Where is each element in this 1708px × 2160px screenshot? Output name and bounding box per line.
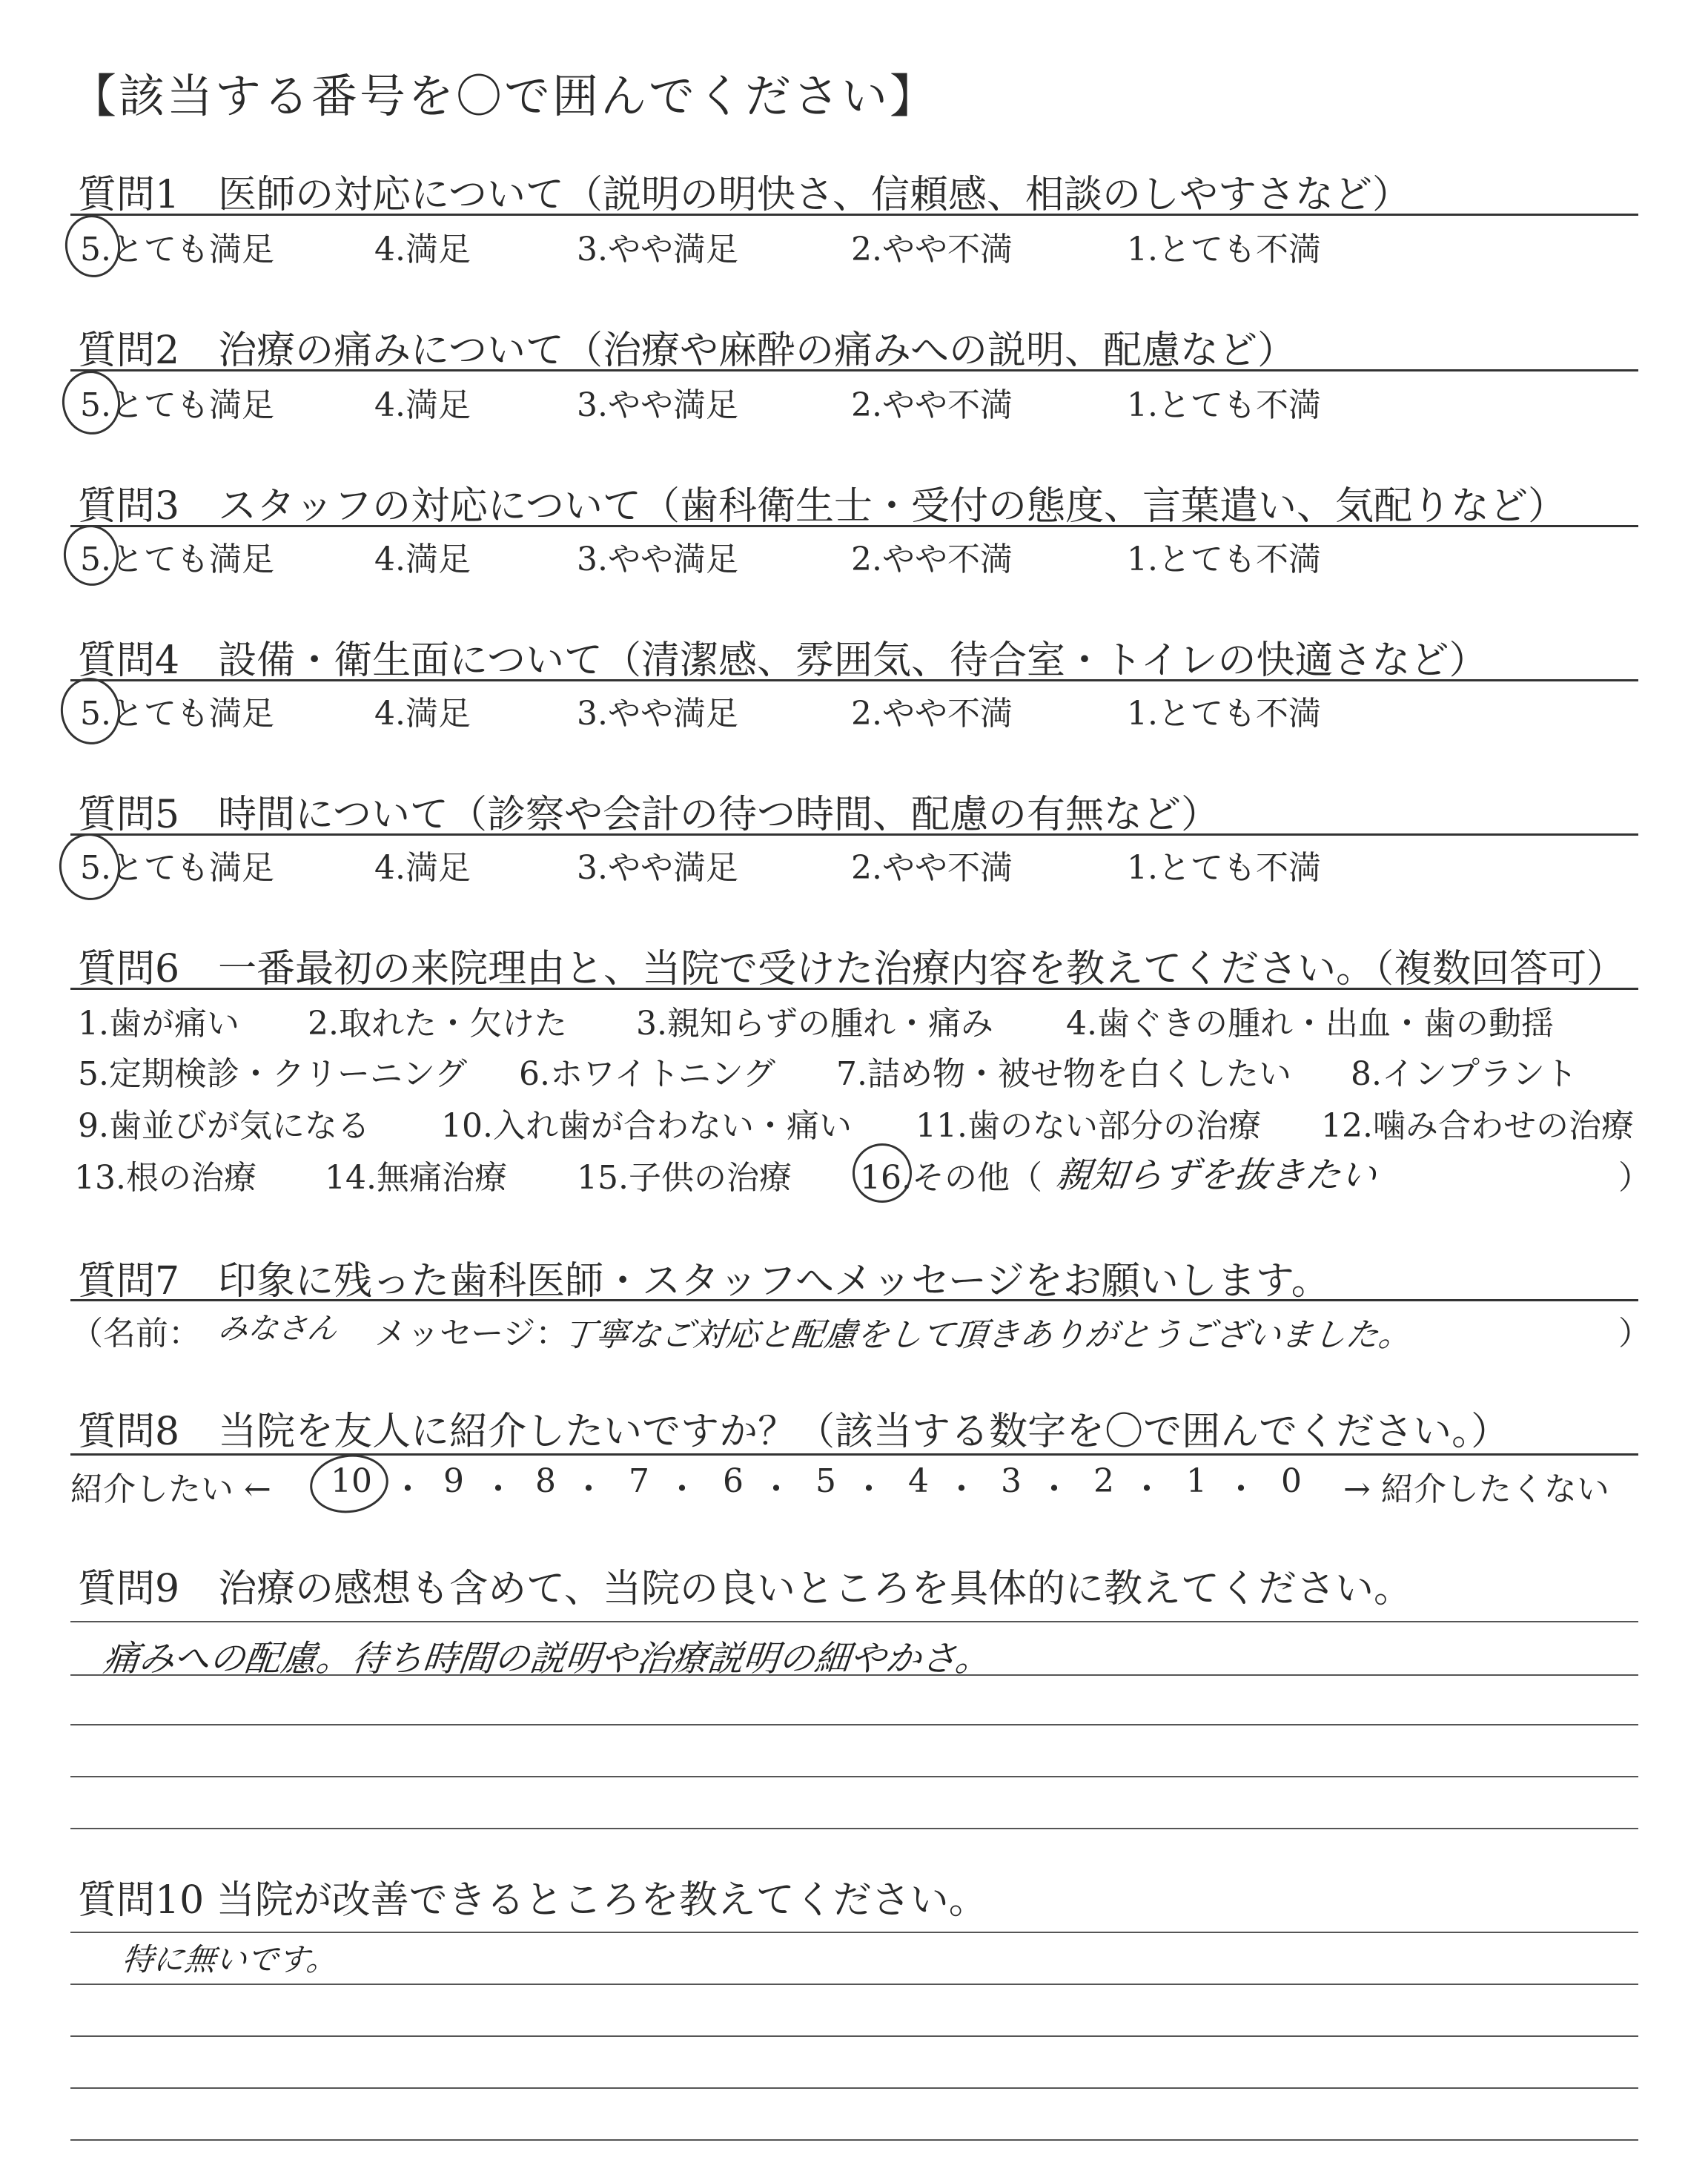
rating-option-5[interactable]: 5.とても満足 (80, 541, 274, 578)
rating-option-3[interactable]: 3.やや満足 (577, 231, 738, 268)
question-rule (70, 1453, 1638, 1456)
rating-option-4[interactable]: 4.満足 (374, 849, 471, 887)
selection-circle (56, 674, 125, 748)
scale-value-4[interactable]: 4 (908, 1462, 929, 1500)
scale-separator: ・ (945, 1470, 978, 1508)
name-handwriting: みなさん (216, 1312, 340, 1346)
scale-value-9[interactable]: 9 (443, 1462, 464, 1500)
scale-separator: ・ (1225, 1470, 1257, 1508)
scale-value-0[interactable]: 0 (1281, 1462, 1302, 1500)
answer-line (70, 1828, 1638, 1829)
question-title: 質問8 当院を友人に紹介したいですか？（該当する数字を〇で囲んでください。） (78, 1410, 1510, 1454)
scale-separator: ・ (853, 1470, 885, 1508)
reason-option-14[interactable]: 14.無痛治療 (325, 1159, 507, 1197)
rating-option-5[interactable]: 5.とても満足 (80, 695, 274, 733)
answer-line (70, 1621, 1638, 1622)
rating-option-4[interactable]: 4.満足 (374, 231, 471, 268)
rating-option-1[interactable]: 1.とても不満 (1127, 849, 1321, 887)
reason-option-5[interactable]: 5.定期検診・クリーニング (78, 1055, 468, 1093)
question-title: 質問5 時間について（診察や会計の待つ時間、配慮の有無など） (78, 793, 1220, 837)
reason-option-7[interactable]: 7.詰め物・被せ物を白くしたい (836, 1055, 1291, 1093)
closing-paren: ） (1618, 1159, 1651, 1197)
answer-line (70, 1932, 1638, 1933)
scale-separator: ・ (666, 1470, 698, 1508)
scale-separator: ・ (482, 1470, 514, 1508)
question-title: 質問9 治療の感想も含めて、当院の良いところを具体的に教えてください。 (78, 1567, 1413, 1611)
question-title: 質問6 一番最初の来院理由と、当院で受けた治療内容を教えてください。（複数回答可） (78, 947, 1626, 991)
scale-value-8[interactable]: 8 (535, 1462, 556, 1500)
rating-option-4[interactable]: 4.満足 (374, 386, 471, 424)
reason-option-8[interactable]: 8.インプラント (1351, 1055, 1578, 1093)
scale-value-1[interactable]: 1 (1186, 1462, 1207, 1500)
rating-option-1[interactable]: 1.とても不満 (1127, 695, 1321, 733)
rating-option-3[interactable]: 3.やや満足 (577, 386, 738, 424)
reason-option-2[interactable]: 2.取れた・欠けた (308, 1005, 567, 1043)
improvement-handwriting: 特に無いです。 (120, 1941, 340, 1978)
scale-value-7[interactable]: 7 (629, 1462, 649, 1500)
rating-option-5[interactable]: 5.とても満足 (80, 231, 274, 268)
question-title: 質問4 設備・衛生面について（清潔感、雰囲気、待合室・トイレの快適さなど） (78, 638, 1488, 683)
answer-line (70, 2087, 1638, 2089)
reason-option-12[interactable]: 12.噛み合わせの治療 (1321, 1107, 1634, 1145)
answer-line (70, 1674, 1638, 1676)
rating-option-2[interactable]: 2.やや不満 (851, 849, 1013, 887)
scale-value-5[interactable]: 5 (815, 1462, 836, 1500)
scale-separator: ・ (1131, 1470, 1163, 1508)
question-title: 質問1 医師の対応について（説明の明快さ、信頼感、相談のしやすさなど） (78, 173, 1411, 217)
reason-option-11[interactable]: 11.歯のない部分の治療 (916, 1107, 1261, 1145)
scale-value-6[interactable]: 6 (723, 1462, 744, 1500)
answer-line (70, 2035, 1638, 2037)
question-rule (70, 525, 1638, 527)
good-points-handwriting: 痛みへの配慮。待ち時間の説明や治療説明の細やかさ。 (101, 1638, 993, 1680)
scale-separator: ・ (391, 1470, 424, 1508)
scale-separator: ・ (572, 1470, 605, 1508)
scale-separator: ・ (1038, 1470, 1070, 1508)
question-rule (70, 833, 1638, 836)
reason-option-15[interactable]: 15.子供の治療 (577, 1159, 792, 1197)
answer-line (70, 1984, 1638, 1985)
question-rule (70, 214, 1638, 216)
rating-option-2[interactable]: 2.やや不満 (851, 541, 1013, 578)
answer-line (70, 1776, 1638, 1777)
scale-separator: ・ (760, 1470, 792, 1508)
answer-line (70, 2139, 1638, 2141)
message-label: メッセージ： (374, 1315, 569, 1353)
scale-value-10[interactable]: 10 (331, 1462, 372, 1500)
question-title: 質問2 治療の痛みについて（治療や麻酔の痛みへの説明、配慮など） (78, 328, 1297, 373)
other-reason-handwriting: 親知らずを抜きたい (1053, 1155, 1379, 1196)
rating-option-1[interactable]: 1.とても不満 (1127, 386, 1321, 424)
question-rule (70, 679, 1638, 681)
rating-option-2[interactable]: 2.やや不満 (851, 386, 1013, 424)
reason-option-10[interactable]: 10.入れ歯が合わない・痛い (441, 1107, 852, 1145)
reason-option-1[interactable]: 1.歯が痛い (78, 1005, 239, 1043)
reason-option-3[interactable]: 3.親知らずの腫れ・痛み (636, 1005, 993, 1043)
closing-paren: ） (1618, 1315, 1651, 1353)
reason-option-4[interactable]: 4.歯ぐきの腫れ・出血・歯の動揺 (1066, 1005, 1554, 1043)
page-header: 【該当する番号を〇で囲んでください】 (70, 69, 939, 123)
scale-value-3[interactable]: 3 (1001, 1462, 1022, 1500)
message-handwriting: 丁寧なご対応と配慮をして頂きありがとうございました。 (560, 1316, 1414, 1354)
rating-option-3[interactable]: 3.やや満足 (577, 695, 738, 733)
reason-option-6[interactable]: 6.ホワイトニング (519, 1055, 776, 1093)
reason-option-13[interactable]: 13.根の治療 (74, 1159, 256, 1197)
name-label: （名前： (70, 1315, 201, 1353)
reason-option-16[interactable]: 16.その他（ (860, 1159, 1042, 1197)
rating-option-4[interactable]: 4.満足 (374, 695, 471, 733)
rating-option-5[interactable]: 5.とても満足 (80, 386, 274, 424)
rating-option-1[interactable]: 1.とても不満 (1127, 541, 1321, 578)
recommend-right-label: → 紹介したくない (1343, 1470, 1609, 1508)
question-title: 質問10 当院が改善できるところを教えてください。 (78, 1878, 987, 1923)
question-rule (70, 1299, 1638, 1301)
rating-option-3[interactable]: 3.やや満足 (577, 849, 738, 887)
answer-line (70, 1724, 1638, 1725)
rating-option-3[interactable]: 3.やや満足 (577, 541, 738, 578)
selection-circle (306, 1450, 392, 1518)
question-rule (70, 988, 1638, 990)
recommend-left-label: 紹介したい ← (70, 1470, 271, 1508)
scale-value-2[interactable]: 2 (1093, 1462, 1114, 1500)
question-title: 質問3 スタッフの対応について（歯科衛生士・受付の態度、言葉遣い、気配りなど） (78, 484, 1567, 529)
rating-option-2[interactable]: 2.やや不満 (851, 695, 1013, 733)
reason-option-9[interactable]: 9.歯並びが気になる (78, 1107, 370, 1145)
question-rule (70, 369, 1638, 371)
question-title: 質問7 印象に残った歯科医師・スタッフへメッセージをお願いします。 (78, 1259, 1330, 1304)
rating-option-5[interactable]: 5.とても満足 (80, 849, 274, 887)
rating-option-2[interactable]: 2.やや不満 (851, 231, 1013, 268)
rating-option-4[interactable]: 4.満足 (374, 541, 471, 578)
rating-option-1[interactable]: 1.とても不満 (1127, 231, 1321, 268)
